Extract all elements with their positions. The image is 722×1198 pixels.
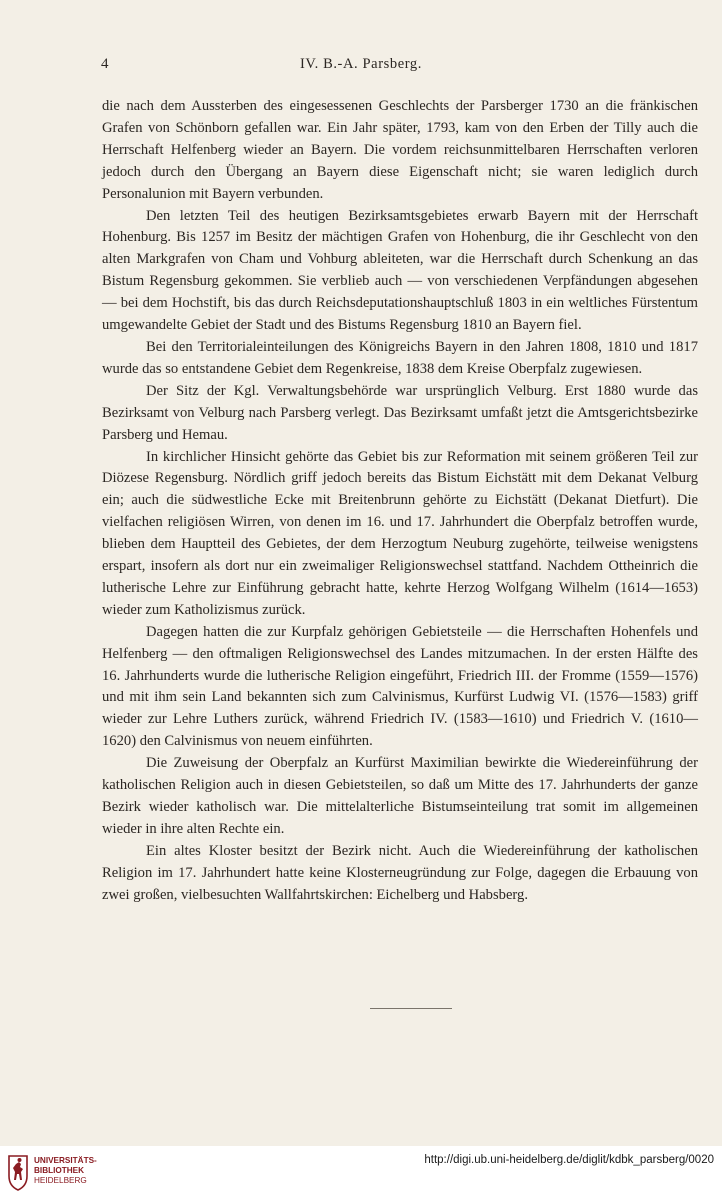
paragraph-1: die nach dem Aussterben des eingesessenen Geschlechts der Parsberger 1730 an die fränkischen Grafen von Schönborn gefallen war. Ein Jahr später, 1793, kam von den Erben der Tilly auch die Herrschaft Helfenberg wieder an Bayern. Die vordem reichsunmittelbaren Herrschaften verloren jedoch durch den Übergang an Bayern diese Eigenschaft nicht; sie waren lediglich durch Personalunion mit Bayern verbunden. (102, 98, 698, 202)
paragraph-3: Bei den Territorialeinteilungen des Königreichs Bayern in den Jahren 1808, 1810 und 1817 wurde das so entstandene Gebiet dem Regenkreise, 1838 dem Kreise Oberpfalz zugewiesen. (102, 338, 698, 377)
page-number: 4 (101, 56, 109, 72)
footer-bar (0, 1146, 722, 1198)
paragraph-7: Die Zuweisung der Oberpfalz an Kurfürst Maximilian bewirkte die Wiedereinführung der katholischen Religion auch in diesen Gebietsteilen, so daß um Mitte des 17. Jahrhunderts der ganze Bezirk wieder katholisch war. Die mittelalterliche Bistumseinteilung trat somit im allgemeinen wieder in ihre alten Rechte ein. (102, 755, 698, 837)
library-name-line3: HEIDELBERG (34, 1176, 87, 1185)
heidelberg-lion-icon[interactable] (6, 1150, 30, 1194)
paragraph-6: Dagegen hatten die zur Kurpfalz gehörigen Gebietsteile — die Herrschaften Hohenfels und Helfenberg — den oftmaligen Religionswechsel des Landes mitzumachen. In der ersten Hälfte des 16. Jahrhunderts wurde die lutherische Religion eingeführt, Friedrich III. der Fromme (1559—1576) und mit ihm sein Land bekannten sich zum Calvinismus, Kurfürst Ludwig VI. (1576—1583) griff wieder zur Lehre Luthers zurück, während Friedrich IV. (1583—1610) und Friedrich V. (1610—1620) den Calvinismus von neuem einführten. (102, 623, 698, 750)
body-text (102, 96, 698, 907)
library-name-line1: UNIVERSITÄTS- (34, 1156, 97, 1165)
library-name[interactable] (34, 1156, 97, 1186)
library-name-line2: BIBLIOTHEK (34, 1166, 85, 1175)
end-rule (370, 1008, 452, 1009)
paragraph-2: Den letzten Teil des heutigen Bezirksamtsgebietes erwarb Bayern mit der Herrschaft Hohenburg. Bis 1257 im Besitz der mächtigen Grafen von Hohenburg, die ihr Geschlecht von den alten Markgrafen von Cham und Vohburg ableiteten, war die Herrschaft durch Schenkung an das Bistum Regensburg gekommen. Sie verblieb auch — von verschiedenen Verpfändungen abgesehen — bei dem Hochstift, bis das durch Reichsdeputationshauptschluß 1803 in ein weltliches Fürstentum umgewandelte Gebiet der Stadt und des Bistums Regensburg 1810 an Bayern fiel. (102, 207, 698, 334)
paragraph-8: Ein altes Kloster besitzt der Bezirk nicht. Auch die Wiedereinführung der katholischen Religion im 17. Jahrhundert hatte keine Klosterneugründung zur Folge, dagegen die Erbauung von zwei großen, vielbesuchten Wallfahrtskirchen: Eichelberg und Habsberg. (102, 842, 698, 903)
source-url-link[interactable]: http://digi.ub.uni-heidelberg.de/diglit/kdbk_parsberg/0020 (424, 1154, 714, 1166)
paragraph-4: Der Sitz der Kgl. Verwaltungsbehörde war ursprünglich Velburg. Erst 1880 wurde das Bezirksamt von Velburg nach Parsberg verlegt. Das Bezirksamt umfaßt jetzt die Amtsgerichtsbezirke Parsberg und Hemau. (102, 382, 698, 443)
paragraph-5: In kirchlicher Hinsicht gehörte das Gebiet bis zur Reformation mit seinem größeren Teil zur Diözese Regensburg. Nördlich griff jedoch bereits das Bistum Eichstätt mit dem Dekanat Velburg ein; auch die südwestliche Ecke mit Breitenbrunn gehörte zu Eichstätt (Dekanat Dietfurt). Die vielfachen religiösen Wirren, von denen im 16. und 17. Jahrhundert die Oberpfalz betroffen wurde, blieben dem Hauptteil des Gebietes, der dem Herzogtum Neuburg zugehörte, teilweise wenigstens erspart, insofern als dort nur ein zweimaliger Religionswechsel stattfand. Nachdem Ottheinrich die lutherische Lehre zur Einführung gebracht hatte, kehrte Herzog Wolfgang Wilhelm (1614—1653) wieder zum Katholizismus zurück. (102, 448, 698, 618)
running-head: IV. B.-A. Parsberg. (299, 56, 423, 72)
